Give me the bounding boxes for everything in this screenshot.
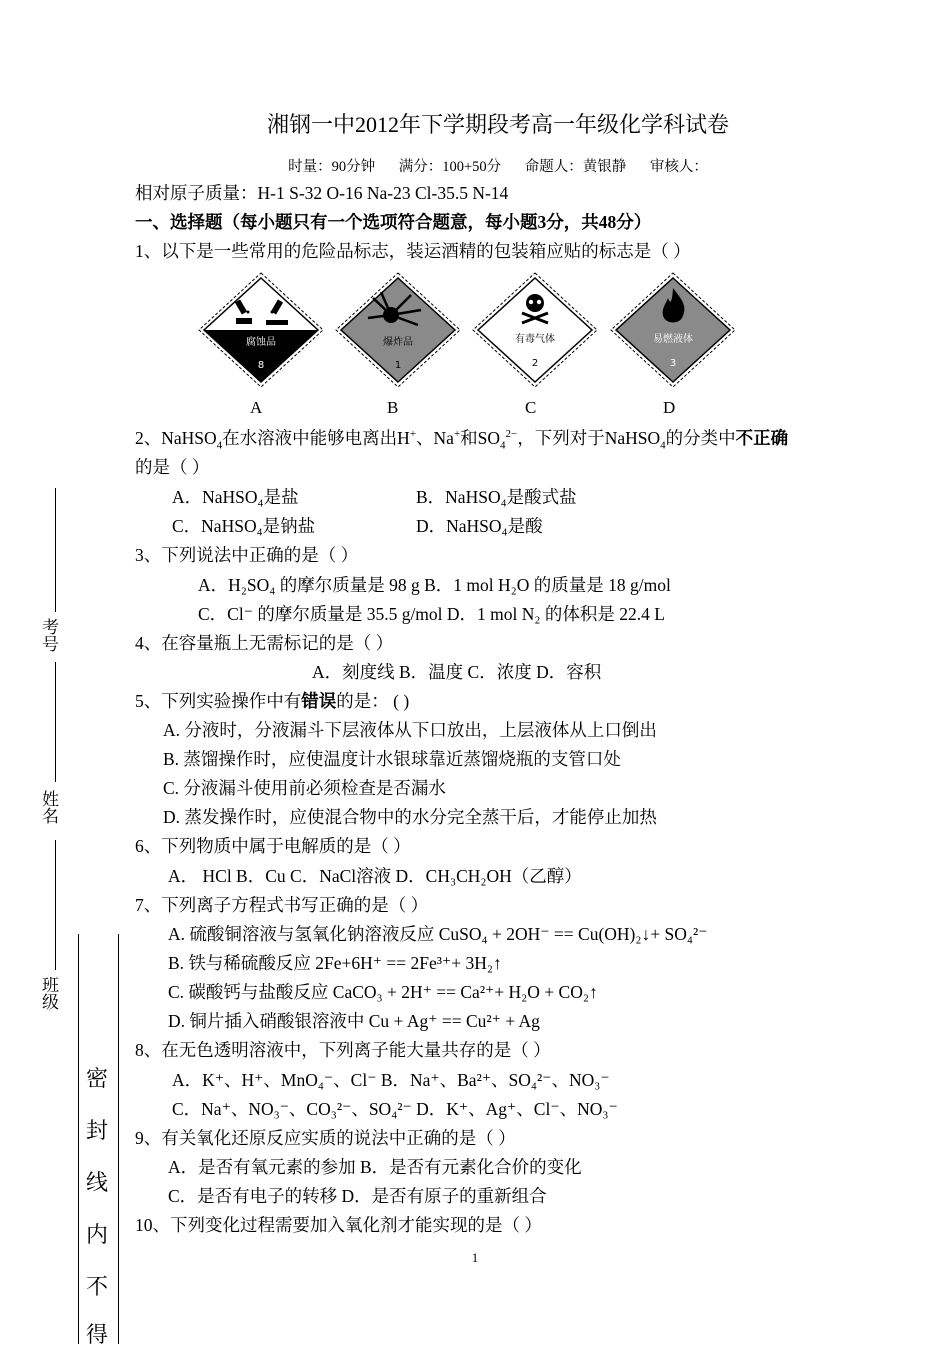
question-5: 5、下列实验操作中有错误的是： ( ) — [135, 691, 410, 711]
question-8: 8、在无色透明溶液中，下列离子能大量共存的是（ ） — [135, 1040, 551, 1060]
question-9: 9、有关氧化还原反应实质的说法中正确的是（ ） — [135, 1128, 516, 1148]
kaohao-line — [55, 488, 56, 612]
exam-time: 时量：90分钟 — [288, 159, 376, 175]
question-2: 2、NaHSO$_4$在水溶液中能够电离出H+、Na+和$SO_4^{2-}$，下列对于NaHSO$_4$的分类中不正确 — [135, 428, 789, 452]
question-7: 7、下列离子方程式书写正确的是（ ） — [135, 895, 429, 915]
q9-options-cd: C．是否有电子的转移 D．是否有原子的重新组合 — [168, 1186, 547, 1206]
q5-option-d: D. 蒸发操作时，应使混合物中的水分完全蒸干后，才能停止加热 — [163, 807, 657, 827]
exam-meta — [0, 155, 950, 176]
flammable-liquid-sign — [608, 270, 738, 390]
question-4: 4、在容量瓶上无需标记的是（ ） — [135, 633, 394, 653]
exam-author: 命题人：黄银静 — [524, 159, 627, 175]
q5-option-b: B. 蒸馏操作时，应使温度计水银球靠近蒸馏烧瓶的支管口处 — [163, 749, 621, 769]
q6-options: A． HCl B．Cu C．NaCl溶液 D．CH₃CH₂OH（乙醇） — [168, 866, 582, 886]
seal-line-right — [118, 934, 119, 1344]
sign-c-label: 有毒气体 — [515, 334, 555, 345]
question-3: 3、下列说法中正确的是（ ） — [135, 545, 359, 565]
q7-option-d: D. 铜片插入硝酸银溶液中 Cu + Ag⁺ == Cu²⁺ + Ag — [168, 1011, 540, 1031]
explosive-sign — [333, 270, 463, 390]
sign-letter-d: D — [663, 398, 676, 417]
q8-options-ab: A．K⁺、H⁺、MnO₄⁻、Cl⁻ B．Na⁺、Ba²⁺、SO₄²⁻、NO₃⁻ — [172, 1070, 610, 1090]
sign-b-number: 1 — [394, 360, 402, 371]
seal-char-5: 不 — [86, 1274, 109, 1299]
q3-options-cd: C．Cl⁻ 的摩尔质量是 35.5 g/mol D．1 mol N₂ 的体积是 22.4 L — [198, 604, 665, 624]
q3-options-ab: A．H₂SO₄ 的摩尔质量是 98 g B．1 mol H₂O 的质量是 18 g/mol — [198, 575, 671, 595]
sign-a-label: 腐蚀品 — [246, 337, 276, 348]
banji-label: 班级 — [39, 976, 58, 1010]
q7-option-c: C. 碳酸钙与盐酸反应 CaCO₃ + 2H⁺ == Ca²⁺+ H₂O + CO₂↑ — [168, 982, 598, 1002]
question-1: 1、以下是一些常用的危险品标志，装运酒精的包装箱应贴的标志是（ ） — [135, 241, 691, 261]
q2-option-b: B．NaHSO₄是酸式盐 — [416, 487, 577, 507]
q5-option-c: C. 分液漏斗使用前必须检查是否漏水 — [163, 778, 446, 798]
q5-option-a: A. 分液时，分液漏斗下层液体从下口放出，上层液体从上口倒出 — [163, 720, 657, 740]
page-number: 1 — [471, 1250, 479, 1265]
section-heading: 一、选择题（每小题只有一个选项符合题意，每小题3分，共48分） — [135, 212, 652, 232]
q2-option-d: D．NaHSO₄是酸 — [416, 516, 543, 536]
sign-d-label: 易燃液体 — [653, 334, 693, 345]
xingming-label: 姓名 — [39, 790, 58, 824]
sign-letter-c: C — [525, 398, 537, 417]
exam-reviewer: 审核人： — [649, 159, 708, 175]
seal-char-3: 线 — [86, 1170, 109, 1195]
question-2-line2: 的是（ ） — [135, 457, 210, 477]
exam-score: 满分：100+50分 — [398, 159, 502, 175]
sign-c-number: 2 — [531, 358, 539, 369]
q7-option-b: B. 铁与稀硫酸反应 2Fe+6H⁺ == 2Fe³⁺+ 3H₂↑ — [168, 953, 502, 973]
atomic-mass: 相对原子质量：H-1 S-32 O-16 Na-23 Cl-35.5 N-14 — [135, 183, 509, 203]
question-6: 6、下列物质中属于电解质的是（ ） — [135, 836, 411, 856]
xingming-line-bottom — [55, 840, 56, 970]
q7-option-a: A. 硫酸铜溶液与氢氧化钠溶液反应 CuSO₄ + 2OH⁻ == Cu(OH)₂↓+ SO₄²⁻ — [168, 924, 708, 944]
seal-char-1: 密 — [86, 1066, 109, 1091]
seal-line-left — [78, 934, 79, 1344]
xingming-line-top — [55, 662, 56, 782]
seal-char-6: 得 — [86, 1322, 109, 1347]
sign-d-number: 3 — [669, 358, 677, 369]
sign-a-number: 8 — [257, 360, 265, 371]
q8-options-cd: C．Na⁺、NO₃⁻、CO₃²⁻、SO₄²⁻ D．K⁺、Ag⁺、Cl⁻、NO₃⁻ — [172, 1099, 618, 1119]
toxic-gas-sign — [470, 270, 600, 390]
question-10: 10、下列变化过程需要加入氧化剂才能实现的是（ ） — [135, 1215, 542, 1235]
q2-option-c: C．NaHSO₄是钠盐 — [172, 516, 316, 536]
kaohao-label: 考号 — [39, 618, 58, 652]
seal-char-4: 内 — [86, 1222, 109, 1247]
q4-options: A．刻度线 B．温度 C．浓度 D．容积 — [312, 662, 602, 682]
q2-option-a: A．NaHSO₄是盐 — [172, 487, 299, 507]
sign-b-label: 爆炸品 — [383, 337, 413, 348]
page-title: 湘钢一中2012年下学期段考高一年级化学科试卷 — [266, 112, 729, 137]
q9-options-ab: A．是否有氧元素的参加 B．是否有元素化合价的变化 — [168, 1157, 582, 1177]
sign-letter-a: A — [250, 398, 263, 417]
sign-letter-b: B — [387, 398, 399, 417]
corrosive-sign — [196, 270, 326, 390]
seal-char-2: 封 — [86, 1118, 109, 1143]
